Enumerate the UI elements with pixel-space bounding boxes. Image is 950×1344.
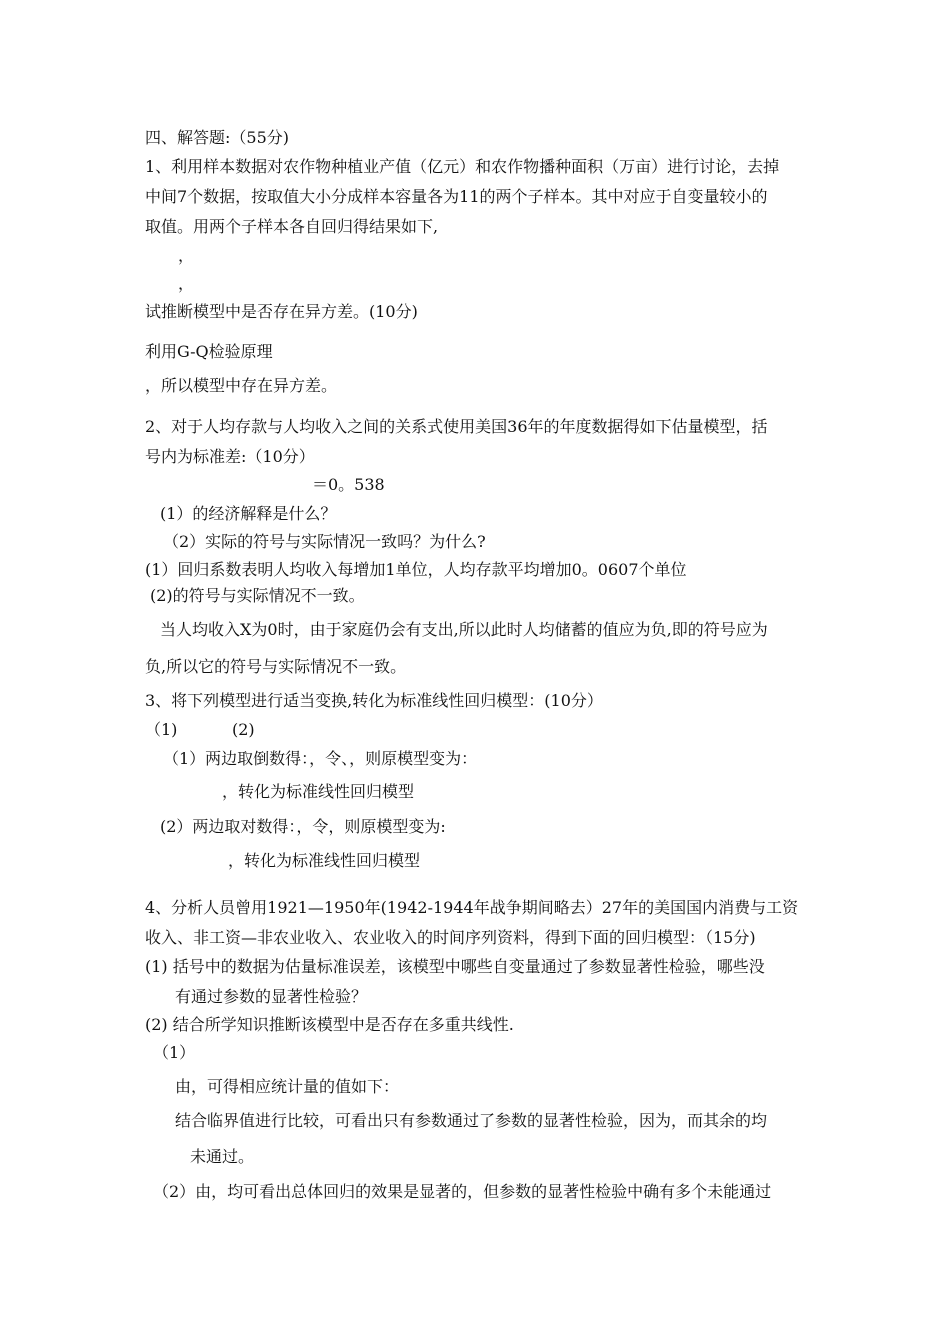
question-4-sub-2: (2) 结合所学知识推断该模型中是否存在多重共线性. bbox=[145, 1015, 514, 1034]
question-1-line-2: 中间7个数据，按取值大小分成样本容量各为11的两个子样本。其中对应于自变量较小的 bbox=[145, 187, 768, 206]
question-1-line-1: 1、利用样本数据对农作物种植业产值（亿元）和农作物播种面积（万亩）进行讨论，去掉 bbox=[145, 157, 780, 176]
question-3-item-2: (2) bbox=[232, 720, 255, 739]
answer-2-line-1: (1）回归系数表明人均收入每增加1单位，人均存款平均增加0。0607个单位 bbox=[145, 560, 687, 579]
answer-3-line-2: ，转化为标准线性回归模型 bbox=[222, 782, 415, 801]
section-heading: 四、解答题:（55分) bbox=[145, 128, 289, 147]
answer-4-line-1: 由，可得相应统计量的值如下： bbox=[175, 1077, 400, 1096]
answer-2-line-4: 负,所以它的符号与实际情况不一致。 bbox=[145, 657, 407, 676]
answer-1-line-2: ，所以模型中存在异方差。 bbox=[145, 376, 338, 395]
question-4-line-1: 4、分析人员曾用1921—1950年(1942-1944年战争期间略去）27年的美国国内消费与工资 bbox=[145, 898, 799, 917]
answer-4-line-4: （2）由，均可看出总体回归的效果是显著的，但参数的显著性检验中确有多个未能通过 bbox=[153, 1182, 772, 1201]
question-1-line-3: 取值。用两个子样本各自回归得结果如下, bbox=[145, 217, 439, 236]
answer-4-line-3: 未通过。 bbox=[190, 1147, 255, 1166]
comma-line-1: ， bbox=[178, 246, 195, 265]
question-3-item-1: （1) bbox=[145, 720, 178, 739]
question-4-line-2: 收入、非工资—非农业收入、农业收入的时间序列资料，得到下面的回归模型：（15分) bbox=[145, 928, 756, 947]
answer-3-line-3: (2）两边取对数得：，令，则原模型变为: bbox=[160, 817, 446, 836]
question-4-sub-1-line-1: (1) 括号中的数据为估量标准误差，该模型中哪些自变量通过了参数显著性检验，哪些没 bbox=[145, 957, 765, 976]
answer-2-line-2: (2)的符号与实际情况不一致。 bbox=[150, 586, 365, 605]
r-squared-value: ＝0。538 bbox=[312, 475, 385, 494]
answer-1-line-1: 利用G-Q检验原理 bbox=[145, 342, 273, 361]
question-3-line-1: 3、将下列模型进行适当变换,转化为标准线性回归模型：(10分） bbox=[145, 691, 603, 710]
comma-line-2: ， bbox=[178, 274, 195, 293]
question-2-sub-2: （2）实际的符号与实际情况一致吗？为什么? bbox=[163, 532, 486, 551]
question-2-line-1: 2、对于人均存款与人均收入之间的关系式使用美国36年的年度数据得如下估量模型，括 bbox=[145, 417, 768, 436]
answer-4-line-2: 结合临界值进行比较，可看出只有参数通过了参数的显著性检验，因为，而其余的均 bbox=[175, 1111, 768, 1130]
answer-4-label-1: （1） bbox=[153, 1043, 196, 1062]
answer-2-line-3: 当人均收入X为0时，由于家庭仍会有支出,所以此时人均储蓄的值应为负,即的符号应为 bbox=[160, 620, 768, 639]
question-4-sub-1-line-2: 有通过参数的显著性检验？ bbox=[175, 987, 368, 1006]
question-2-sub-1: (1）的经济解释是什么？ bbox=[160, 504, 337, 523]
question-2-line-2: 号内为标准差:（10分） bbox=[145, 447, 315, 466]
answer-3-line-1: （1）两边取倒数得：，令、，则原模型变为： bbox=[163, 749, 478, 768]
question-1-prompt: 试推断模型中是否存在异方差。(10分) bbox=[145, 302, 418, 321]
answer-3-line-4: ，转化为标准线性回归模型 bbox=[228, 851, 421, 870]
